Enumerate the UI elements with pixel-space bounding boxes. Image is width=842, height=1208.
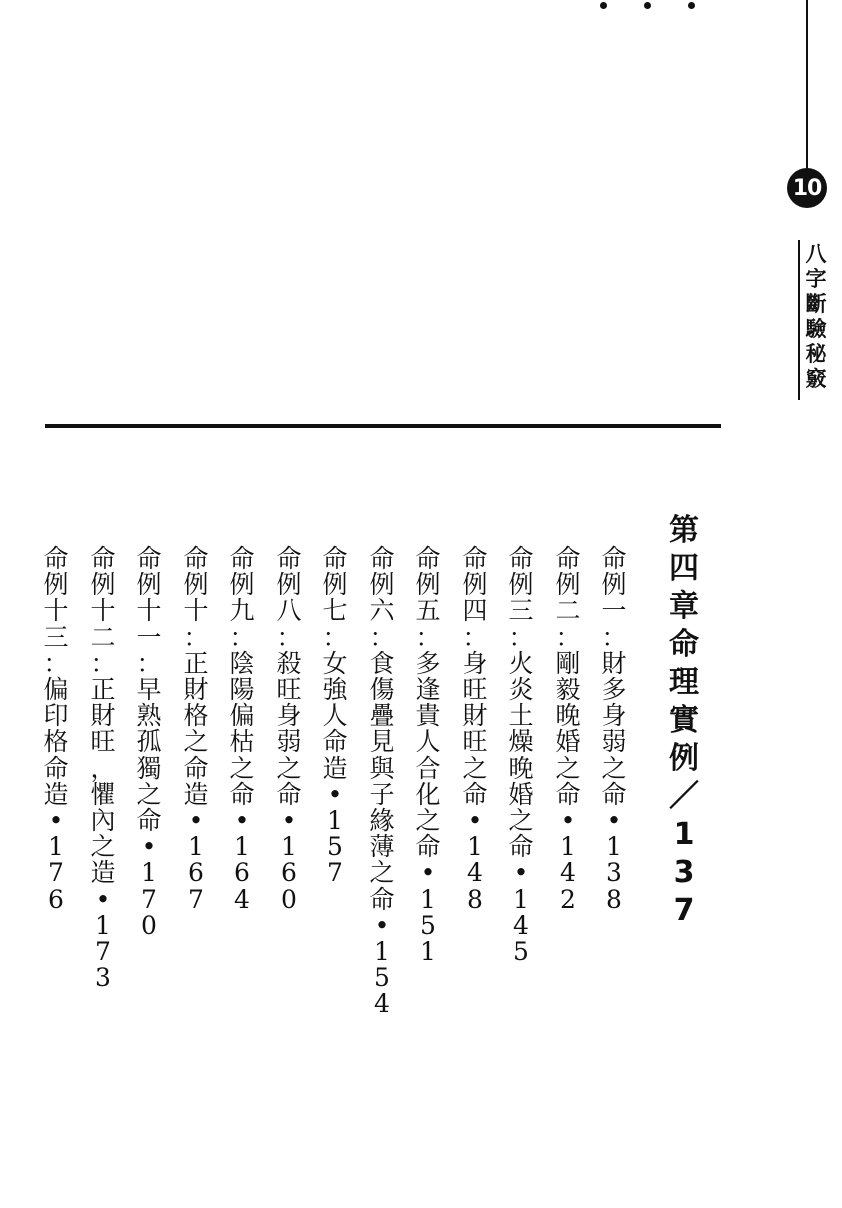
toc-entry: 命例十二：正財旺，懼內之造•173 xyxy=(90,544,116,993)
section-divider xyxy=(45,424,721,428)
toc-entry: 命例七：女強人命造•157 xyxy=(322,544,348,888)
margin-rule-lower xyxy=(798,240,800,400)
ornament-dot xyxy=(600,2,607,9)
toc-entry: 命例四：身旺財旺之命•148 xyxy=(462,544,488,914)
toc-entry: 命例十三：偏印格命造•176 xyxy=(43,544,69,914)
toc-entry: 命例六：食傷疊見與子緣薄之命•154 xyxy=(369,544,395,1019)
toc-entry: 命例五：多逢貴人合化之命•151 xyxy=(415,544,441,967)
toc-entry: 命例八：殺旺身弱之命•160 xyxy=(276,544,302,914)
margin-rule-top xyxy=(806,0,808,168)
ornament-dot xyxy=(644,2,651,9)
toc-entry: 命例十一：早熟孤獨之命•170 xyxy=(136,544,162,940)
toc-entry: 命例九：陰陽偏枯之命•164 xyxy=(229,544,255,914)
toc-entry: 命例十：正財格之命造•167 xyxy=(183,544,209,914)
chapter-heading: 第四章 命理實例／137 xyxy=(669,513,699,928)
running-book-title: 八字斷驗秘竅 xyxy=(805,242,827,391)
chapter-number-badge: 10 xyxy=(787,168,827,208)
top-ellipsis-ornament xyxy=(596,0,706,14)
toc-entry: 命例三：火炎土燥晚婚之命•145 xyxy=(508,544,534,967)
ornament-dot xyxy=(688,2,695,9)
toc-entry: 命例一：財多身弱之命•138 xyxy=(601,544,627,914)
toc-entry: 命例二：剛毅晚婚之命•142 xyxy=(555,544,581,914)
